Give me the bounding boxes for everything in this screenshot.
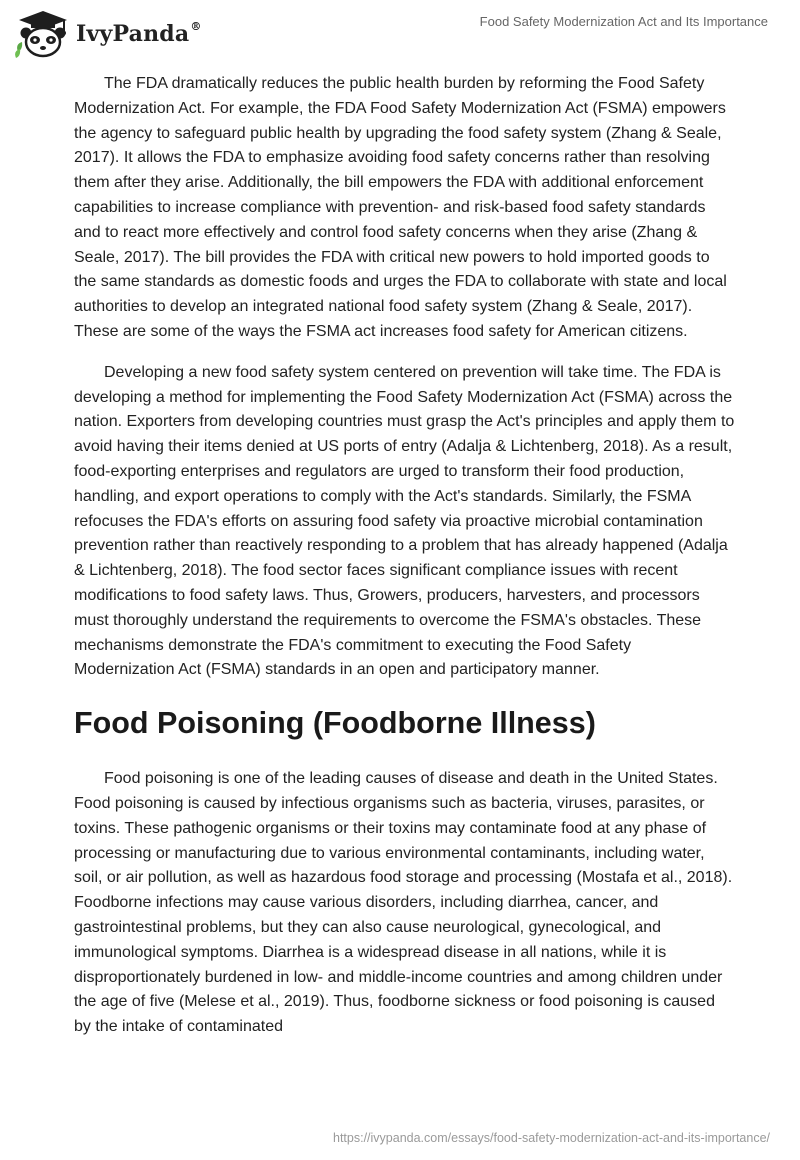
source-url[interactable]: https://ivypanda.com/essays/food-safety-modernization-act-and-its-importance/ [333,1131,770,1145]
paragraph: Developing a new food safety system centered on prevention will take time. The FDA is developing a method for implementing the Food Safety Modernization Act (FSMA) across the nation. Exporters from developing countries must grasp the Act's principles and apply them to avoid having their items denied at US ports of entry (Adalja & Lichtenberg, 2018). As a result, food-exporting enterprises and regulators are urged to transform their food production, handling, and export operations to comply with the Act's standards. Similarly, the FSMA refocuses the FDA's efforts on assuring food safety via proactive microbial contamination prevention rather than reactively responding to a problem that has already happened (Adalja & Lichtenberg, 2018). The food sector faces significant compliance issues with recent modifications to food safety laws. Thus, Growers, producers, harvesters, and processors must thoroughly understand the requirements to overcome the FSMA's obstacles. These mechanisms demonstrate the FDA's commitment to executing the Food Safety Modernization Act (FSMA) standards in an open and participatory manner. [74,363,735,679]
registered-mark: ® [190,19,202,33]
paragraph: Food poisoning is one of the leading causes of disease and death in the United States. Food poisoning is caused by infectious organisms such as bacteria, viruses, parasites, or toxins. These pathogenic organisms or their toxins may contaminate food at any phase of processing or manufacturing due to various environmental contaminants, including water, soil, or air pollution, as well as hazardous food storage and processing (Mostafa et al., 2018). Foodborne infections may cause various disorders, including diarrhea, cancer, and gastrointestinal problems, but they can also cause neurological, gynecological, and immunological symptoms. Diarrhea is a widespread disease in all nations, while it is disproportionately burdened in low- and middle-income countries and among children under the age of five (Melese et al., 2019). Thus, foodborne sickness or food poisoning is caused by the intake of contaminated [74,770,733,1036]
document-title: Food Safety Modernization Act and Its Importance [479,14,768,29]
paragraph: The FDA dramatically reduces the public health burden by reforming the Food Safety Modernization Act. For example, the FDA Food Safety Modernization Act (FSMA) empowers the agency to safeguard public health by upgrading the food safety system (Zhang & Seale, 2017). It allows the FDA to emphasize avoiding food safety concerns rather than resolving them after they arise. Additionally, the bill empowers the FDA with additional enforcement capabilities to increase compliance with prevention- and risk-based food safety standards and to react more effectively and control food safety concerns when they arise (Zhang & Seale, 2017). The bill provides the FDA with critical new powers to hold imported goods to the same standards as domestic foods and urges the FDA to collaborate with state and local authorities to develop an integrated national food safety system (Zhang & Seale, 2017). These are some of the ways the FSMA act increases food safety for American citizens. [74,75,727,340]
panda-graduate-icon [14,8,72,60]
brand-logo[interactable] [14,8,202,60]
brand-name: IvyPanda® [76,19,202,47]
essay-body [74,72,736,1056]
section-heading: Food Poisoning (Foodborne Illness) [74,706,596,741]
page-header [0,0,800,70]
